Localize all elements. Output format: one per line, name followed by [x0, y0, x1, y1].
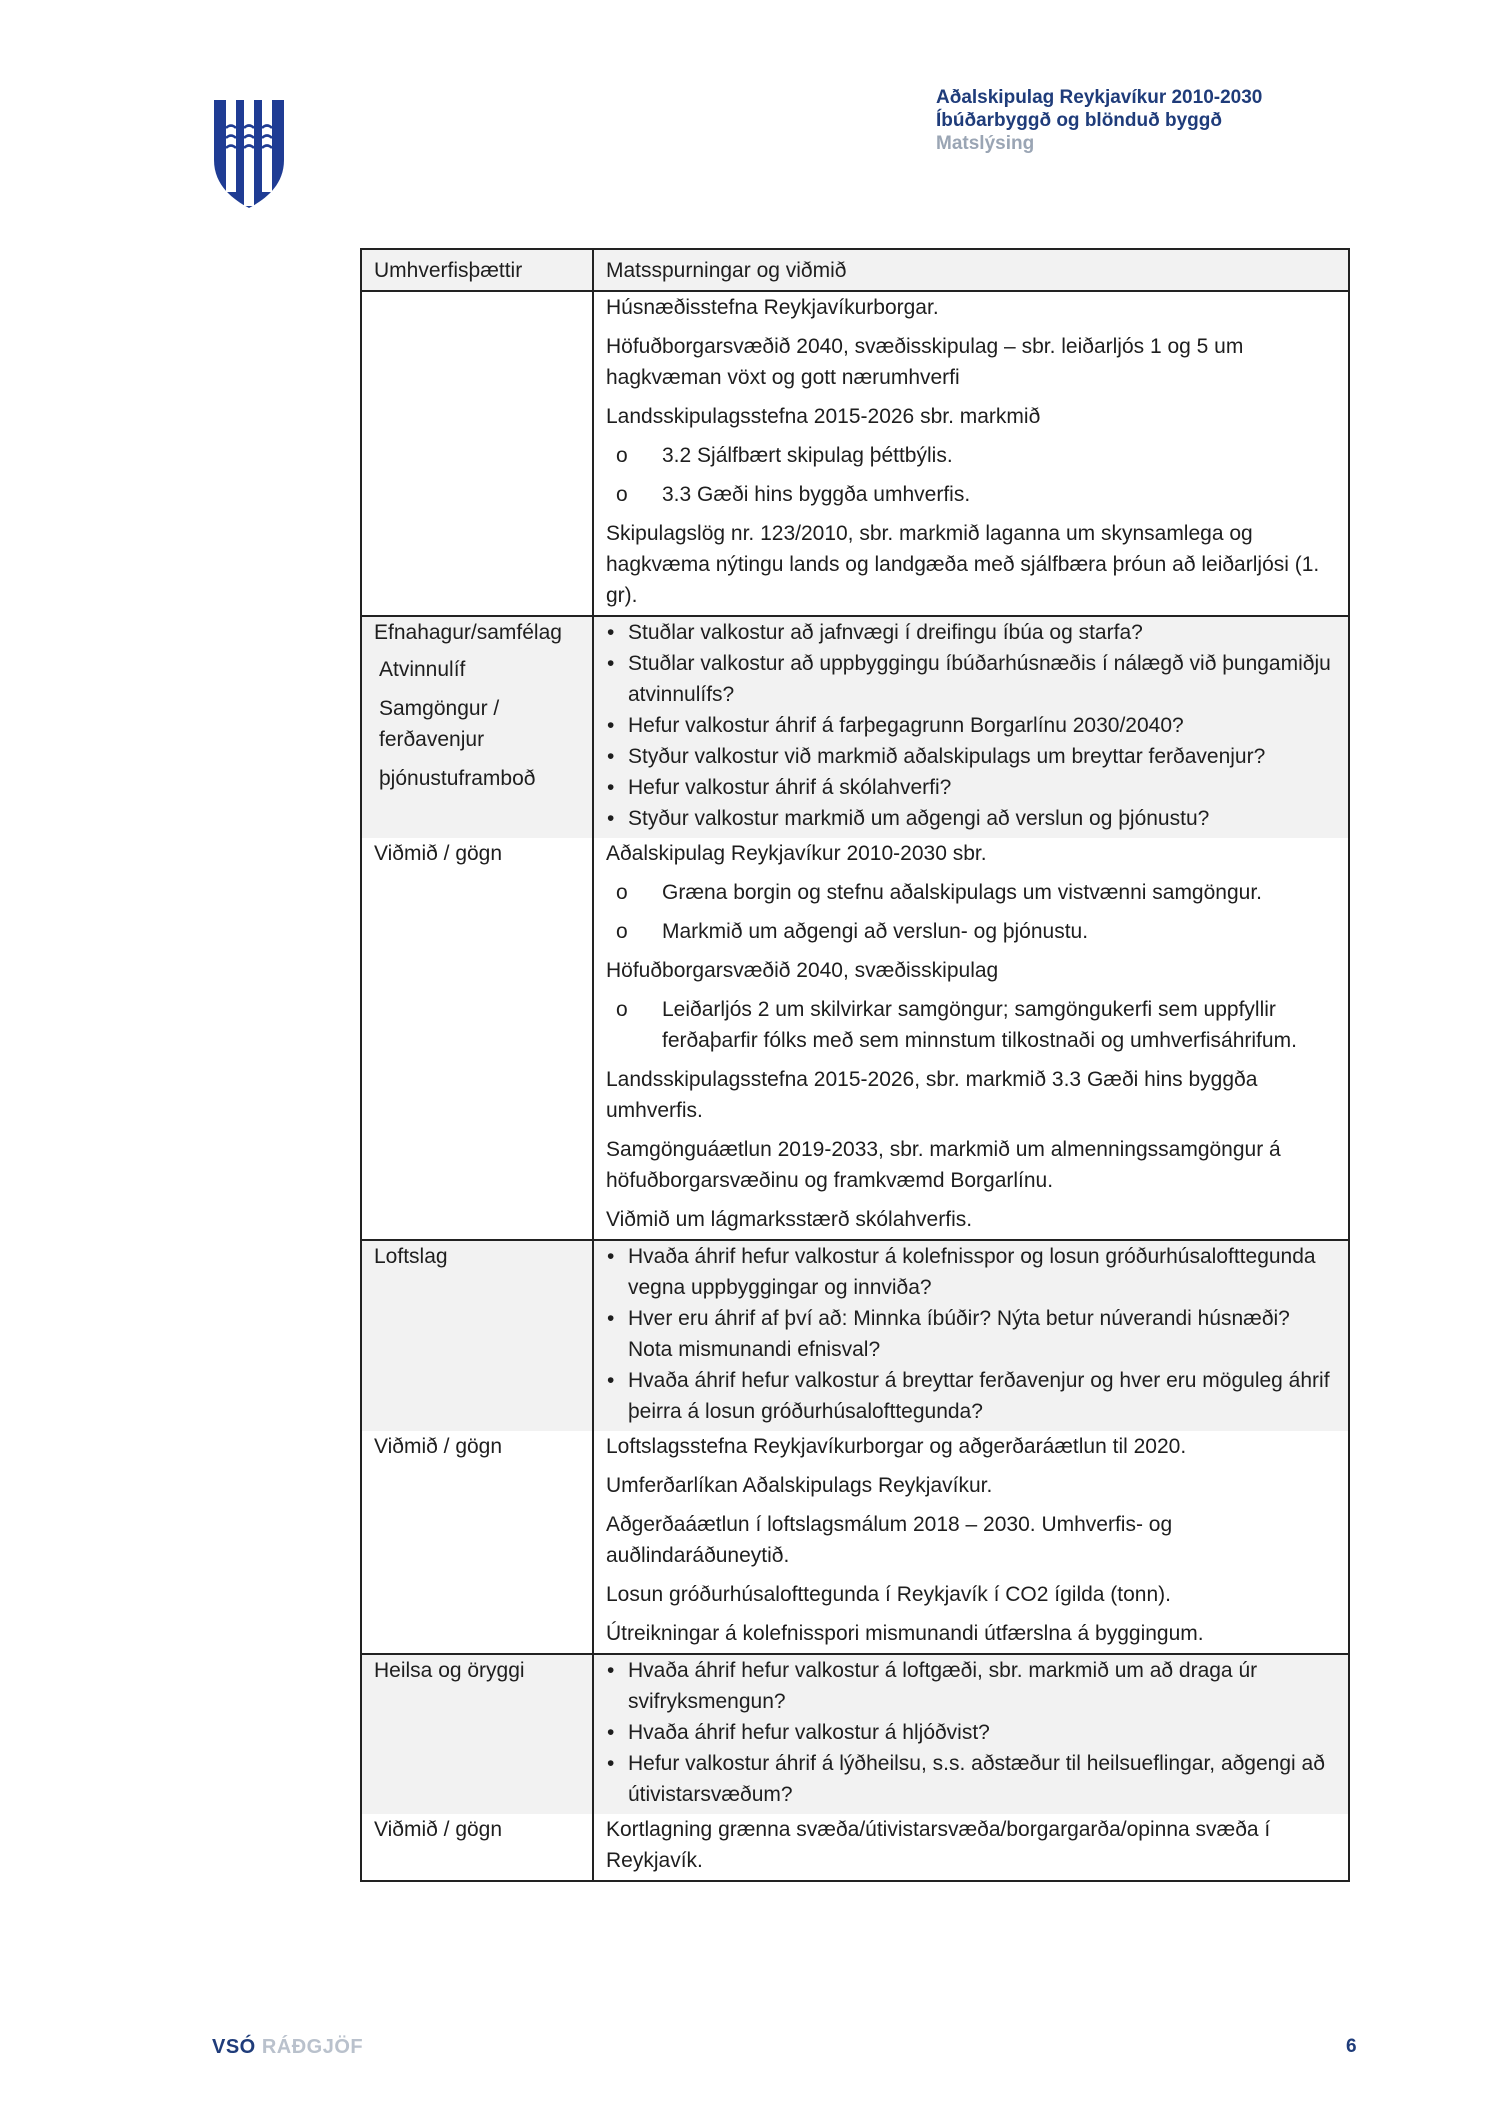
list-item — [606, 741, 1336, 772]
list-item-text: Hefur valkostur áhrif á skólahverfi? — [628, 776, 952, 799]
list-item-text: Hvaða áhrif hefur valkostur á breyttar ferðavenjur og hver eru möguleg áhrif þeirra á losun gróðurhúsalofttegunda? — [628, 1369, 1330, 1423]
table-row — [361, 838, 1349, 1240]
sub-item-text: 3.3 Gæði hins byggða umhverfis. — [662, 483, 971, 506]
table-row — [361, 291, 1349, 616]
list-item — [606, 1303, 1336, 1365]
row-label-text: Efnahagur/samfélag — [374, 621, 562, 644]
text-paragraph: Útreikningar á kolefnisspori mismunandi útfærslna á byggingum. — [606, 1622, 1204, 1645]
bullet-icon: • — [607, 1369, 615, 1392]
footer-brand-logo — [212, 2036, 363, 2059]
list-item-text: Hvaða áhrif hefur valkostur á loftgæði, sbr. markmið um að draga úr svifryksmengun? — [628, 1659, 1258, 1713]
sub-bullet-icon: o — [616, 483, 628, 506]
text-paragraph: Höfuðborgarsvæðið 2040, svæðisskipulag — [606, 959, 999, 982]
list-item — [606, 1717, 1336, 1748]
sub-item-text: Markmið um aðgengi að verslun- og þjónustu. — [662, 920, 1089, 943]
row-label-empty — [361, 291, 593, 616]
list-item — [606, 617, 1336, 648]
sub-list-item — [606, 916, 1336, 947]
bullet-icon: • — [607, 807, 615, 830]
bullet-icon: • — [607, 776, 615, 799]
table-row — [361, 1654, 1349, 1814]
row-content — [593, 291, 1349, 616]
sub-item-text: Græna borgin og stefnu aðalskipulags um vistvænni samgöngur. — [662, 881, 1262, 904]
table-row — [361, 1814, 1349, 1881]
text-paragraph: Kortlagning grænna svæða/útivistarsvæða/borgargarða/opinna svæða í Reykjavík. — [606, 1818, 1271, 1872]
row-label: Viðmið / gögn — [361, 1814, 593, 1881]
list-item-text: Styður valkostur markmið um aðgengi að verslun og þjónustu? — [628, 807, 1210, 830]
list-item-text: Hefur valkostur áhrif á farþegagrunn Borgarlínu 2030/2040? — [628, 714, 1184, 737]
sub-bullet-icon: o — [616, 881, 628, 904]
header-doc-type: Matslýsing — [936, 133, 1035, 154]
assessment-table — [360, 248, 1350, 1882]
table-row — [361, 616, 1349, 838]
bullet-icon: • — [607, 621, 615, 644]
bullet-icon: • — [607, 652, 615, 675]
col2-header: Matsspurningar og viðmið — [593, 249, 1349, 291]
text-paragraph: Aðgerðaáætlun í loftslagsmálum 2018 – 2030. Umhverfis- og auðlindaráðuneytið. — [606, 1513, 1173, 1567]
row-sublabel: þjónustuframboð — [379, 767, 536, 790]
row-sublabel: Atvinnulíf — [379, 658, 466, 681]
text-paragraph: Umferðarlíkan Aðalskipulags Reykjavíkur. — [606, 1474, 993, 1497]
row-sublabel: Samgöngur / ferðavenjur — [379, 697, 500, 751]
sub-bullet-icon: o — [616, 998, 628, 1021]
brand-radgjof: RÁÐGJÖF — [261, 2036, 364, 2058]
header-title: Aðalskipulag Reykjavíkur 2010-2030 — [936, 87, 1263, 108]
text-paragraph: Aðalskipulag Reykjavíkur 2010-2030 sbr. — [606, 842, 987, 865]
row-label: Viðmið / gögn — [361, 838, 593, 1240]
text-paragraph: Landsskipulagsstefna 2015-2026, sbr. markmið 3.3 Gæði hins byggða umhverfis. — [606, 1068, 1258, 1122]
row-content — [593, 616, 1349, 838]
bullet-icon: • — [607, 1245, 615, 1268]
col1-header: Umhverfisþættir — [361, 249, 593, 291]
list-item — [606, 1241, 1336, 1303]
list-item-text: Hvaða áhrif hefur valkostur á hljóðvist? — [628, 1721, 990, 1744]
sub-bullet-icon: o — [616, 920, 628, 943]
page-number: 6 — [1346, 2036, 1357, 2057]
text-paragraph: Húsnæðisstefna Reykjavíkurborgar. — [606, 296, 939, 319]
list-item-text: Stuðlar valkostur að uppbyggingu íbúðarhúsnæðis í nálægð við þungamiðju atvinnulífs? — [628, 652, 1331, 706]
row-content — [593, 1654, 1349, 1814]
bullet-icon: • — [607, 1752, 615, 1775]
row-label: Heilsa og öryggi — [361, 1654, 593, 1814]
bullet-icon: • — [607, 745, 615, 768]
list-item — [606, 1365, 1336, 1427]
sub-list-item — [606, 479, 1336, 510]
text-paragraph: Skipulagslög nr. 123/2010, sbr. markmið laganna um skynsamlega og hagkvæma nýtingu lands og landgæða með sjálfbæra þróun að leiðarljósi (1. gr). — [606, 522, 1320, 607]
row-content — [593, 1814, 1349, 1881]
list-item — [606, 1748, 1336, 1810]
row-label — [361, 616, 593, 838]
row-content — [593, 1431, 1349, 1654]
sub-list-item — [606, 994, 1336, 1056]
bullet-icon: • — [607, 714, 615, 737]
list-item-text: Hefur valkostur áhrif á lýðheilsu, s.s. aðstæður til heilsueflingar, aðgengi að útivistarsvæðum? — [628, 1752, 1325, 1806]
sub-list-item — [606, 440, 1336, 471]
bullet-list — [606, 1241, 1336, 1431]
list-item — [606, 648, 1336, 710]
list-item — [606, 803, 1336, 834]
table-row — [361, 1431, 1349, 1654]
text-paragraph: Losun gróðurhúsalofttegunda í Reykjavík í CO2 ígilda (tonn). — [606, 1583, 1171, 1606]
sub-item-text: Leiðarljós 2 um skilvirkar samgöngur; samgöngukerfi sem uppfyllir ferðaþarfir fólks með sem minnstum tilkostnaði og umhverfisáhrifum. — [662, 998, 1297, 1052]
table-row — [361, 1240, 1349, 1431]
list-item-text: Styður valkostur við markmið aðalskipulags um breyttar ferðavenjur? — [628, 745, 1266, 768]
row-content — [593, 1240, 1349, 1431]
sub-bullet-icon: o — [616, 444, 628, 467]
bullet-icon: • — [607, 1307, 615, 1330]
row-content — [593, 838, 1349, 1240]
brand-vso: VSÓ — [212, 2036, 256, 2058]
row-label: Viðmið / gögn — [361, 1431, 593, 1654]
list-item — [606, 1655, 1336, 1717]
list-item-text: Hver eru áhrif af því að: Minnka íbúðir? Nýta betur núverandi húsnæði? Nota mismunandi efnisval? — [628, 1307, 1290, 1361]
list-item-text: Hvaða áhrif hefur valkostur á kolefnisspor og losun gróðurhúsalofttegunda vegna uppbyggingar og innviða? — [628, 1245, 1316, 1299]
row-label: Loftslag — [361, 1240, 593, 1431]
sub-item-text: 3.2 Sjálfbært skipulag þéttbýlis. — [662, 444, 953, 467]
header-subtitle: Íbúðarbyggð og blönduð byggð — [936, 110, 1223, 131]
bullet-icon: • — [607, 1659, 615, 1682]
text-paragraph: Viðmið um lágmarksstærð skólahverfis. — [606, 1208, 973, 1231]
text-paragraph: Samgönguáætlun 2019-2033, sbr. markmið um almenningssamgöngur á höfuðborgarsvæðinu og framkvæmd Borgarlínu. — [606, 1138, 1281, 1192]
sub-list-item — [606, 877, 1336, 908]
bullet-list — [606, 617, 1336, 838]
bullet-icon: • — [607, 1721, 615, 1744]
reykjavik-coat-of-arms-icon — [212, 98, 286, 210]
list-item — [606, 710, 1336, 741]
list-item — [606, 772, 1336, 803]
table-header-row — [361, 249, 1349, 291]
document-header — [936, 86, 1262, 155]
list-item-text: Stuðlar valkostur að jafnvægi í dreifingu íbúa og starfa? — [628, 621, 1143, 644]
text-paragraph: Loftslagsstefna Reykjavíkurborgar og aðgerðaráætlun til 2020. — [606, 1435, 1187, 1458]
text-paragraph: Landsskipulagsstefna 2015-2026 sbr. markmið — [606, 405, 1041, 428]
bullet-list — [606, 1655, 1336, 1814]
text-paragraph: Höfuðborgarsvæðið 2040, svæðisskipulag – sbr. leiðarljós 1 og 5 um hagkvæman vöxt og gott nærumhverfi — [606, 335, 1244, 389]
